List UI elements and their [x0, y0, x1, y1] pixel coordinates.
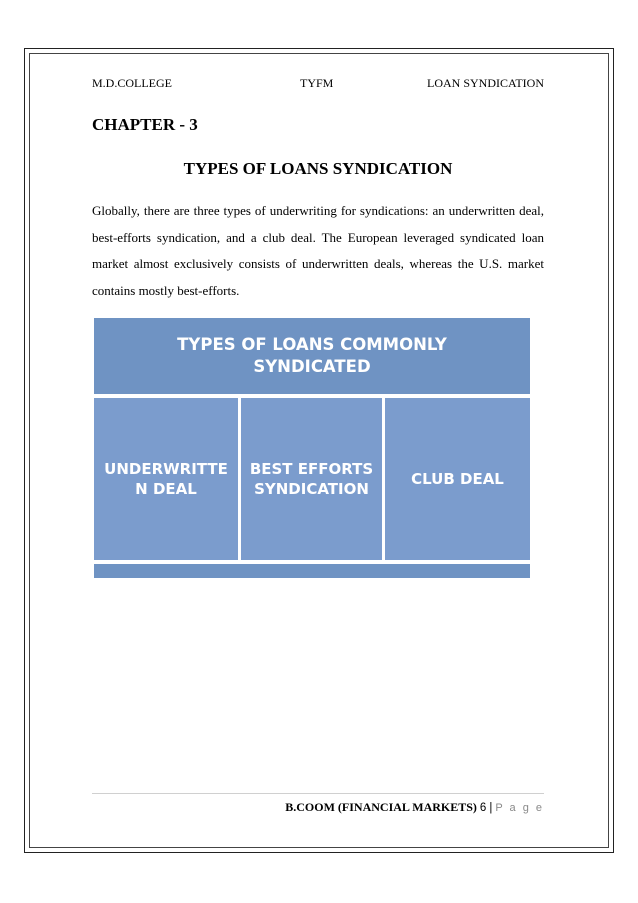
chapter-heading: CHAPTER - 3	[92, 115, 198, 134]
footer-divider	[92, 793, 544, 794]
header-college: M.D.COLLEGE	[92, 76, 172, 90]
diagram-box-best-efforts	[241, 398, 382, 560]
diagram-box-label: UNDERWRITTEN DEAL	[104, 460, 228, 498]
footer-course: B.COOM (FINANCIAL MARKETS)	[285, 800, 477, 814]
body-paragraph: Globally, there are three types of underwriting for syndications: an underwritten deal, best-efforts syndication, and a club deal. The European leveraged syndicated loan market almost exclusively consists of underwritten deals, whereas the U.S. market contains mostly best-efforts.	[92, 203, 544, 298]
diagram-box-label: CLUB DEAL	[411, 470, 504, 488]
diagram-box-club-deal	[385, 398, 530, 560]
diagram-footer-bar	[94, 564, 530, 578]
diagram-header-text: TYPES OF LOANS COMMONLY SYNDICATED	[177, 335, 447, 376]
footer-separator: |	[489, 802, 493, 814]
page-footer	[285, 800, 544, 815]
header-course: TYFM	[300, 76, 334, 90]
diagram-box-underwritten	[94, 398, 238, 560]
page-header	[92, 76, 544, 92]
header-topic: LOAN SYNDICATION	[427, 76, 544, 90]
diagram-box-label: BEST EFFORTS SYNDICATION	[249, 460, 374, 498]
footer-page-label: P a g e	[495, 802, 544, 814]
loan-types-diagram	[94, 318, 530, 580]
footer-page-number: 6	[479, 802, 487, 814]
diagram-header-box	[94, 318, 530, 394]
section-title: TYPES OF LOANS SYNDICATION	[183, 159, 453, 178]
